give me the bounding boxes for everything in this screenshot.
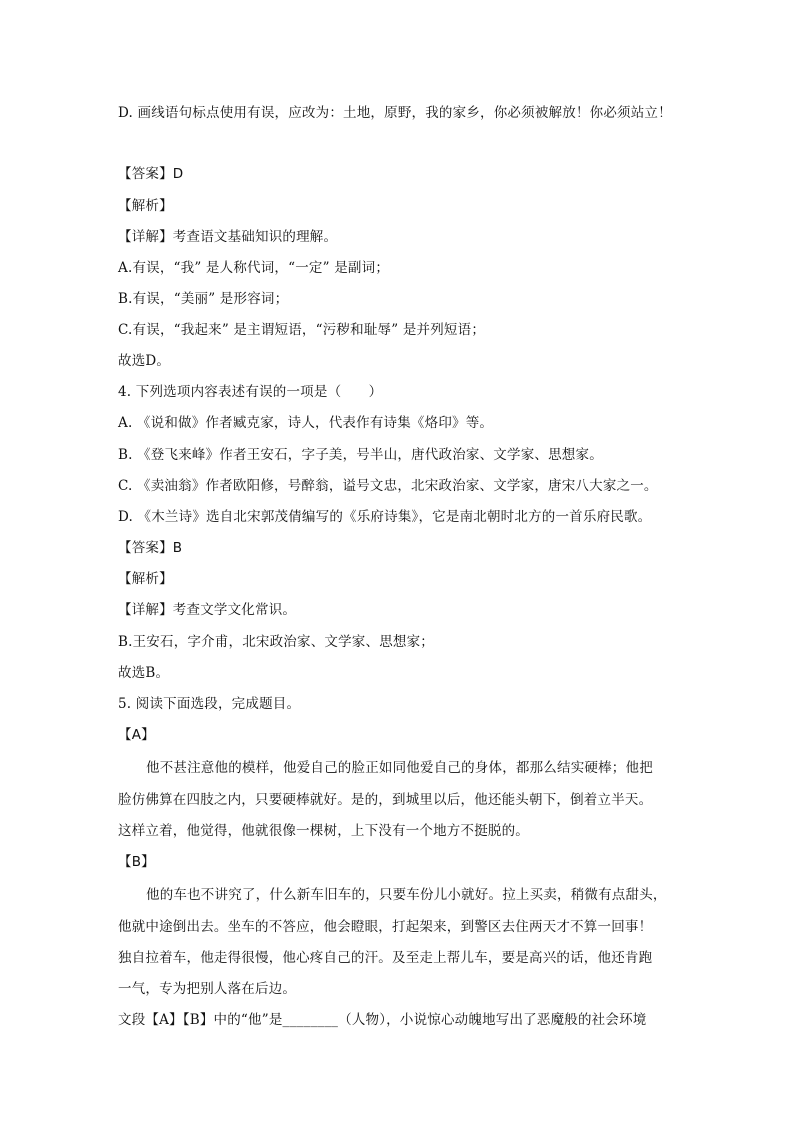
q4-option-c: C. 《卖油翁》作者欧阳修，号醉翁，谥号文忠，北宋政治家、文学家，唐宋八大家之一。 (118, 478, 658, 494)
choose-b: 故选B。 (118, 665, 170, 681)
passage-b-line-3: 独自拉着车，他走得很慢，他心疼自己的汗。及至走上帮儿车，要是高兴的话，他还肯跑 (118, 950, 653, 966)
q4-option-d: D. 《木兰诗》选自北宋郭茂倩编写的《乐府诗集》，它是南北朝时北方的一首乐府民歌。 (118, 509, 652, 525)
detail-line: 【详解】考查语文基础知识的理解。 (118, 229, 338, 245)
passage-a-line-2: 脸仿佛算在四肢之内，只要硬棒就好。是的，到城里以后，他还能头朝下，倒着立半天。 (118, 792, 653, 808)
q4-option-a: A. 《说和做》作者臧克家，诗人，代表作有诗集《烙印》等。 (118, 415, 494, 431)
passage-b-line-2: 他就中途倒出去。坐车的不答应，他会瞪眼，打起架来，到警区去住两天才不算一回事！ (118, 919, 653, 935)
question-4: 4. 下列选项内容表述有误的一项是（ ） (118, 384, 383, 400)
detail-line-2: 【详解】考查文学文化常识。 (118, 602, 297, 618)
choose-d: 故选D。 (118, 353, 171, 369)
passage-a-line-1: 他不甚注意他的模样，他爱自己的脸正如同他爱自己的身体，都那么结实硬棒；他把 (146, 760, 653, 776)
answer-label: 【答案】D (118, 166, 184, 182)
analysis-c: C.有误，“我起来” 是主谓短语，“污秽和耻辱” 是并列短语； (118, 322, 486, 338)
analysis-label-2: 【解析】 (118, 571, 173, 587)
passage-b-label: 【B】 (118, 854, 155, 870)
question-5: 5. 阅读下面选段，完成题目。 (118, 696, 301, 712)
answer-label-2: 【答案】B (118, 540, 183, 556)
analysis-label: 【解析】 (118, 198, 173, 214)
analysis-a: A.有误，“我” 是人称代词，“一定” 是副词； (118, 260, 390, 276)
passage-b-line-4: 一气，专为把别人落在后边。 (118, 981, 297, 997)
q4-option-b: B. 《登飞来峰》作者王安石，字子美，号半山，唐代政治家、文学家、思想家。 (118, 447, 603, 463)
analysis-b-2: B.王安石，字介甫，北宋政治家、文学家、思想家； (118, 634, 435, 650)
passage-a-label: 【A】 (118, 727, 155, 743)
analysis-b: B.有误，“美丽” 是形容词； (118, 291, 289, 307)
option-d-answer-line: D. 画线语句标点使用有误，应改为：土地，原野，我的家乡，你必须被解放！你必须站立！ (118, 105, 672, 121)
passage-b-line-1: 他的车也不讲究了，什么新车旧车的，只要车份儿小就好。拉上买卖，稍微有点甜头， (146, 887, 667, 903)
passage-a-line-3: 这样立着，他觉得，他就很像一棵树，上下没有一个地方不挺脱的。 (118, 823, 529, 839)
fill-blank-question: 文段【A】【B】中的“他”是________（人物），小说惊心动魄地写出了恶魔般的社会环境 (118, 1012, 647, 1028)
